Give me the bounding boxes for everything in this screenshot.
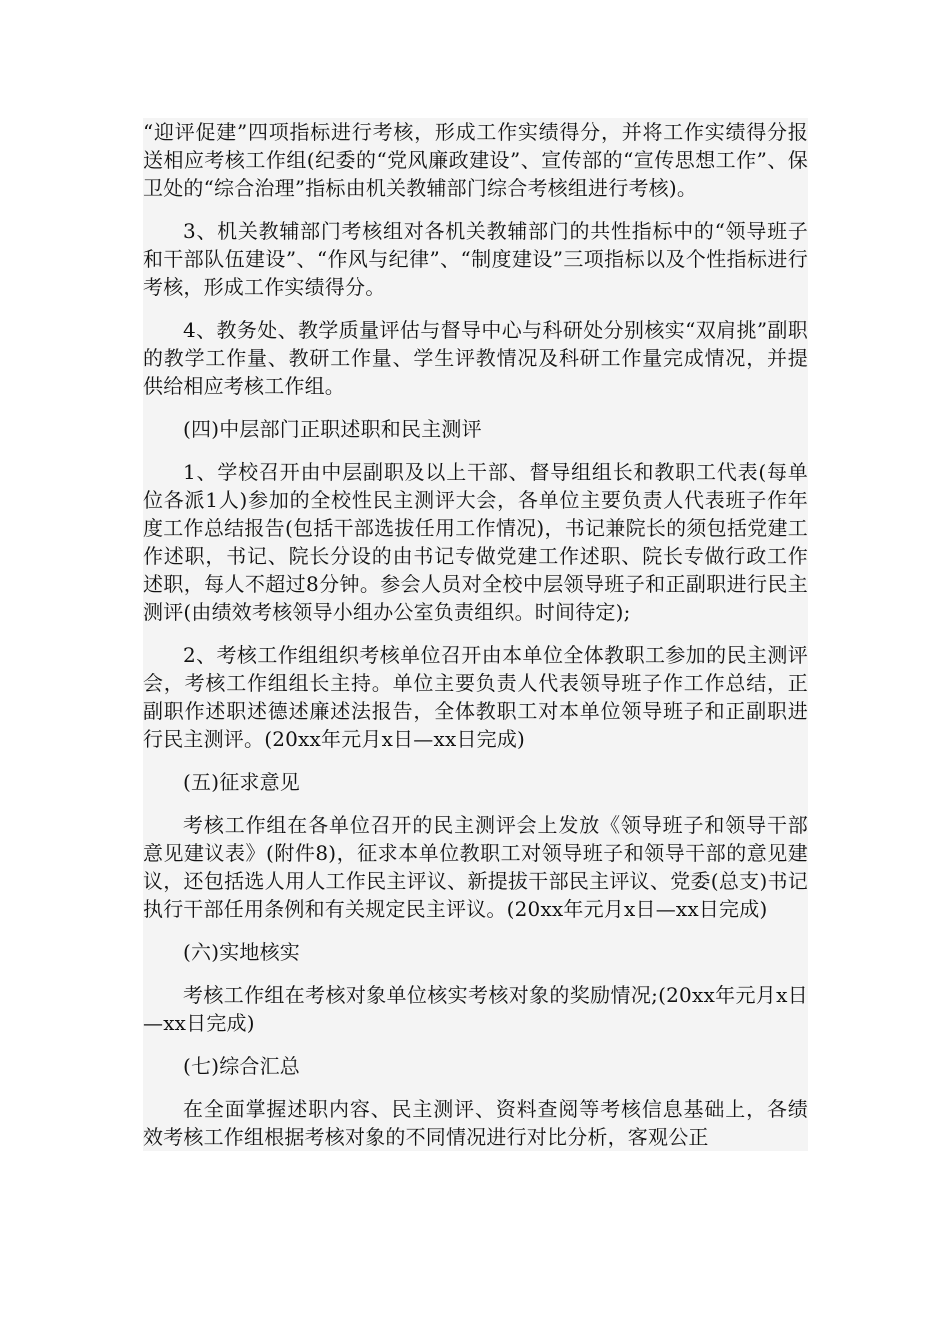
section-heading-7: (七)综合汇总 [183, 1054, 301, 1078]
paragraph-continuation: “迎评促建”四项指标进行考核，形成工作实绩得分，并将工作实绩得分报送相应考核工作组(纪委的“党风廉政建设”、宣传部的“宣传思想工作”、保卫处的“综合治理”指标由机关教辅部门综合考核组进行考核)。 [143, 120, 808, 200]
paragraph-item-2: 2、考核工作组组织考核单位召开由本单位全体教职工参加的民主测评会，考核工作组组长主持。单位主要负责人代表领导班子作工作总结，正副职作述职述德述廉述法报告，全体教职工对本单位领导班子和正副职进行民主测评。(20xx年元月x日—xx日完成) [143, 643, 808, 751]
paragraph-item-3: 3、机关教辅部门考核组对各机关教辅部门的共性指标中的“领导班子和干部队伍建设”、“作风与纪律”、“制度建设”三项指标以及个性指标进行考核，形成工作实绩得分。 [143, 219, 808, 299]
paragraph-on-site-verification: 考核工作组在考核对象单位核实考核对象的奖励情况;(20xx年元月x日—xx日完成) [143, 983, 808, 1035]
section-heading-4: (四)中层部门正职述职和民主测评 [183, 417, 482, 441]
paragraph-solicit-opinions: 考核工作组在各单位召开的民主测评会上发放《领导班子和领导干部意见建议表》(附件8)，征求本单位教职工对领导班子和领导干部的意见建议，还包括选人用人工作民主评议、新提拔干部民主评议、党委(总支)书记执行干部任用条例和有关规定民主评议。(20xx年元月x日—xx日完成) [143, 813, 808, 921]
paragraph-item-4: 4、教务处、教学质量评估与督导中心与科研处分别核实“双肩挑”副职的教学工作量、教研工作量、学生评教情况及科研工作量完成情况，并提供给相应考核工作组。 [143, 318, 808, 398]
paragraph-item-1: 1、学校召开由中层副职及以上干部、督导组组长和教职工代表(每单位各派1人)参加的全校性民主测评大会，各单位主要负责人代表班子作年度工作总结报告(包括干部选拔任用工作情况)，书记兼院长的须包括党建工作述职，书记、院长分设的由书记专做党建工作述职、院长专做行政工作述职，每人不超过8分钟。参会人员对全校中层领导班子和正副职进行民主测评(由绩效考核领导小组办公室负责组织。时间待定); [143, 460, 808, 624]
section-heading-6: (六)实地核实 [183, 940, 301, 964]
paragraph-summary: 在全面掌握述职内容、民主测评、资料查阅等考核信息基础上，各绩效考核工作组根据考核对象的不同情况进行对比分析，客观公正 [143, 1097, 808, 1149]
section-heading-5: (五)征求意见 [183, 770, 301, 794]
document-body [143, 118, 808, 1151]
